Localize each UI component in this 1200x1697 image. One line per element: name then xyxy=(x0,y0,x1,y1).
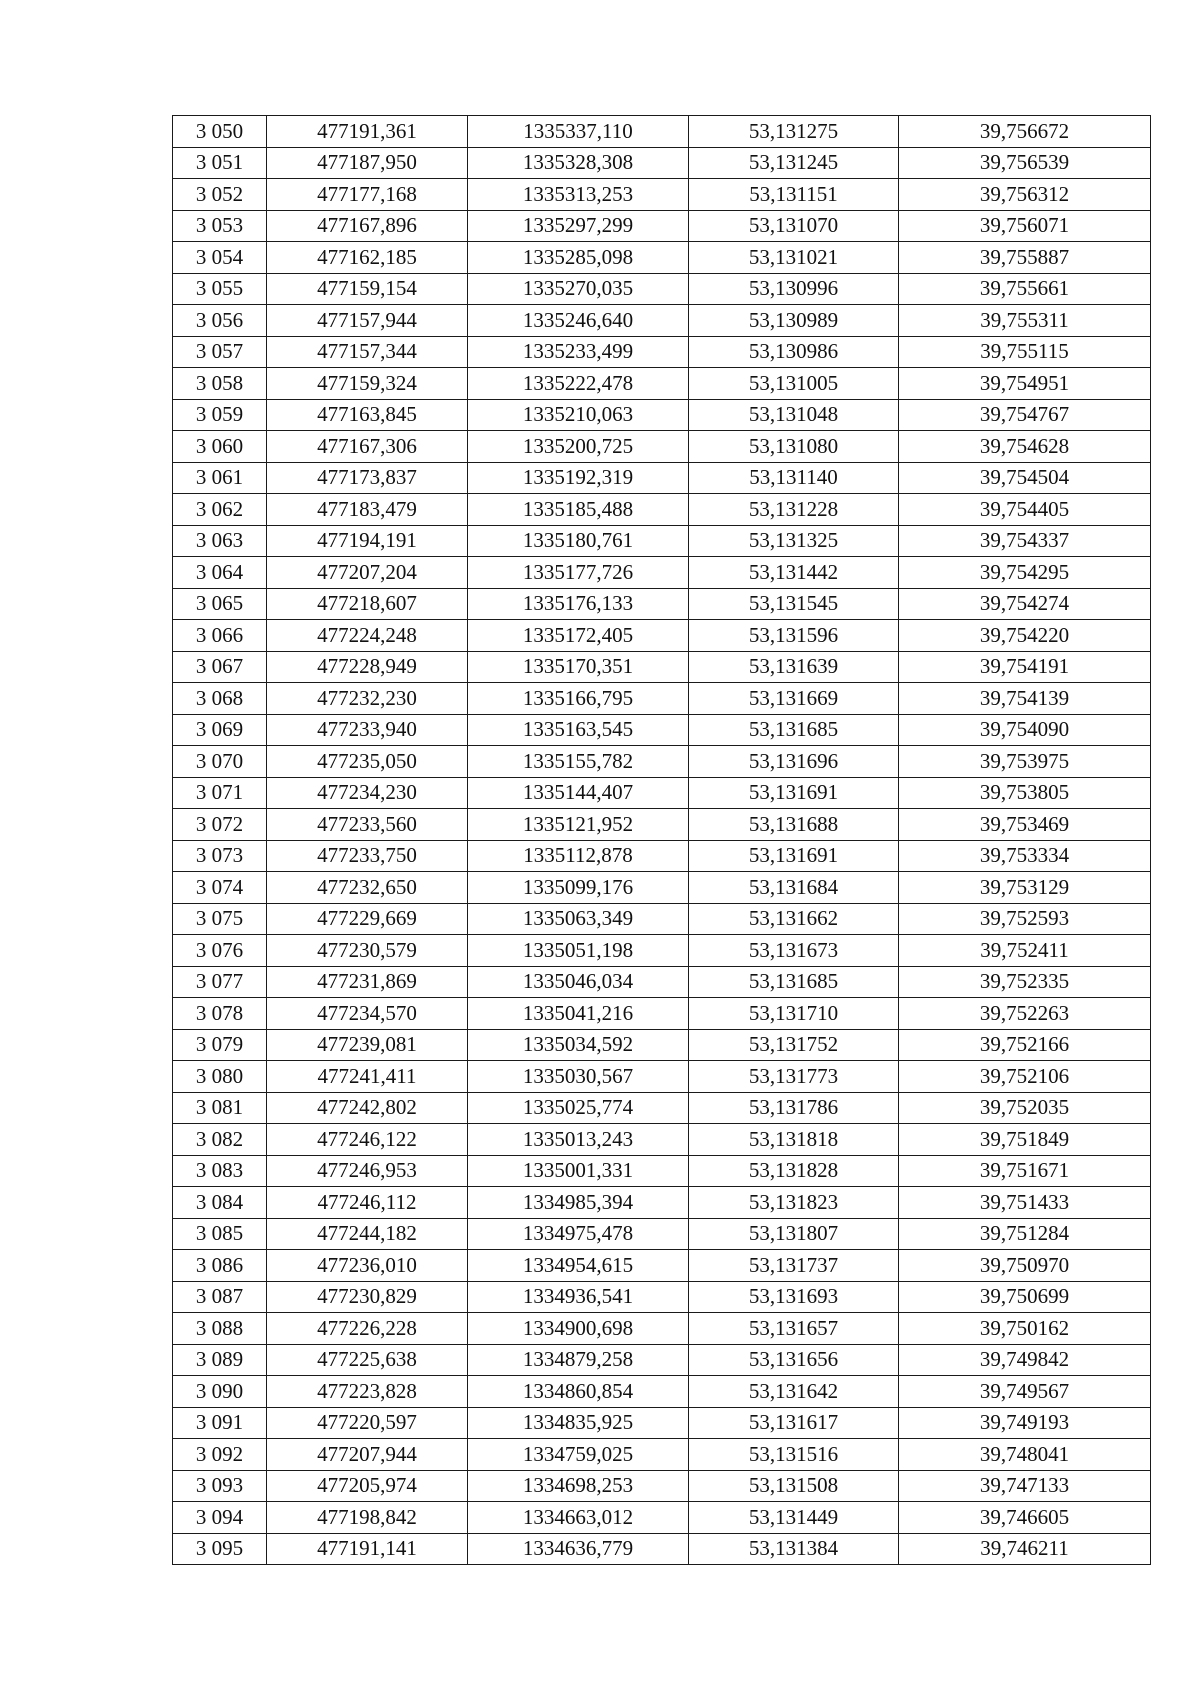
point-number-cell: 3 059 xyxy=(173,399,267,431)
x-coordinate-cell: 477223,828 xyxy=(267,1376,468,1408)
longitude-cell: 39,754767 xyxy=(899,399,1151,431)
longitude-cell: 39,746605 xyxy=(899,1502,1151,1534)
table-row xyxy=(173,494,1151,526)
point-number-cell: 3 076 xyxy=(173,935,267,967)
point-number-cell: 3 086 xyxy=(173,1250,267,1282)
longitude-cell: 39,754090 xyxy=(899,714,1151,746)
longitude-cell: 39,751433 xyxy=(899,1187,1151,1219)
table-row xyxy=(173,620,1151,652)
longitude-cell: 39,750699 xyxy=(899,1281,1151,1313)
table-row xyxy=(173,588,1151,620)
table-row xyxy=(173,525,1151,557)
latitude-cell: 53,131442 xyxy=(689,557,899,589)
longitude-cell: 39,754139 xyxy=(899,683,1151,715)
table-row xyxy=(173,998,1151,1030)
latitude-cell: 53,131684 xyxy=(689,872,899,904)
longitude-cell: 39,748041 xyxy=(899,1439,1151,1471)
longitude-cell: 39,750970 xyxy=(899,1250,1151,1282)
x-coordinate-cell: 477236,010 xyxy=(267,1250,468,1282)
longitude-cell: 39,755311 xyxy=(899,305,1151,337)
point-number-cell: 3 088 xyxy=(173,1313,267,1345)
latitude-cell: 53,131823 xyxy=(689,1187,899,1219)
point-number-cell: 3 066 xyxy=(173,620,267,652)
latitude-cell: 53,131384 xyxy=(689,1533,899,1565)
longitude-cell: 39,753129 xyxy=(899,872,1151,904)
point-number-cell: 3 081 xyxy=(173,1092,267,1124)
x-coordinate-cell: 477173,837 xyxy=(267,462,468,494)
point-number-cell: 3 052 xyxy=(173,179,267,211)
table-row xyxy=(173,1092,1151,1124)
latitude-cell: 53,131752 xyxy=(689,1029,899,1061)
point-number-cell: 3 071 xyxy=(173,777,267,809)
y-coordinate-cell: 1334663,012 xyxy=(468,1502,689,1534)
table-row xyxy=(173,1155,1151,1187)
x-coordinate-cell: 477231,869 xyxy=(267,966,468,998)
y-coordinate-cell: 1335025,774 xyxy=(468,1092,689,1124)
table-row xyxy=(173,368,1151,400)
latitude-cell: 53,131151 xyxy=(689,179,899,211)
x-coordinate-cell: 477233,560 xyxy=(267,809,468,841)
x-coordinate-cell: 477233,750 xyxy=(267,840,468,872)
longitude-cell: 39,753334 xyxy=(899,840,1151,872)
x-coordinate-cell: 477234,230 xyxy=(267,777,468,809)
x-coordinate-cell: 477205,974 xyxy=(267,1470,468,1502)
table-row xyxy=(173,147,1151,179)
coordinates-table xyxy=(172,115,1151,1565)
latitude-cell: 53,131639 xyxy=(689,651,899,683)
table-row xyxy=(173,1533,1151,1565)
point-number-cell: 3 067 xyxy=(173,651,267,683)
y-coordinate-cell: 1335170,351 xyxy=(468,651,689,683)
point-number-cell: 3 053 xyxy=(173,210,267,242)
point-number-cell: 3 084 xyxy=(173,1187,267,1219)
latitude-cell: 53,131691 xyxy=(689,777,899,809)
table-row xyxy=(173,1061,1151,1093)
point-number-cell: 3 051 xyxy=(173,147,267,179)
longitude-cell: 39,754405 xyxy=(899,494,1151,526)
x-coordinate-cell: 477232,650 xyxy=(267,872,468,904)
table-row xyxy=(173,1029,1151,1061)
table-row xyxy=(173,116,1151,148)
longitude-cell: 39,751849 xyxy=(899,1124,1151,1156)
latitude-cell: 53,131696 xyxy=(689,746,899,778)
latitude-cell: 53,131516 xyxy=(689,1439,899,1471)
x-coordinate-cell: 477167,306 xyxy=(267,431,468,463)
x-coordinate-cell: 477246,122 xyxy=(267,1124,468,1156)
y-coordinate-cell: 1335297,299 xyxy=(468,210,689,242)
y-coordinate-cell: 1334860,854 xyxy=(468,1376,689,1408)
latitude-cell: 53,131275 xyxy=(689,116,899,148)
latitude-cell: 53,131662 xyxy=(689,903,899,935)
point-number-cell: 3 055 xyxy=(173,273,267,305)
y-coordinate-cell: 1335099,176 xyxy=(468,872,689,904)
point-number-cell: 3 073 xyxy=(173,840,267,872)
y-coordinate-cell: 1335328,308 xyxy=(468,147,689,179)
y-coordinate-cell: 1335112,878 xyxy=(468,840,689,872)
x-coordinate-cell: 477157,944 xyxy=(267,305,468,337)
x-coordinate-cell: 477235,050 xyxy=(267,746,468,778)
latitude-cell: 53,131710 xyxy=(689,998,899,1030)
table-row xyxy=(173,840,1151,872)
x-coordinate-cell: 477226,228 xyxy=(267,1313,468,1345)
y-coordinate-cell: 1335051,198 xyxy=(468,935,689,967)
longitude-cell: 39,749567 xyxy=(899,1376,1151,1408)
longitude-cell: 39,755887 xyxy=(899,242,1151,274)
latitude-cell: 53,130986 xyxy=(689,336,899,368)
point-number-cell: 3 085 xyxy=(173,1218,267,1250)
longitude-cell: 39,753975 xyxy=(899,746,1151,778)
x-coordinate-cell: 477157,344 xyxy=(267,336,468,368)
x-coordinate-cell: 477187,950 xyxy=(267,147,468,179)
table-row xyxy=(173,1187,1151,1219)
table-row xyxy=(173,1124,1151,1156)
y-coordinate-cell: 1335063,349 xyxy=(468,903,689,935)
x-coordinate-cell: 477228,949 xyxy=(267,651,468,683)
x-coordinate-cell: 477220,597 xyxy=(267,1407,468,1439)
point-number-cell: 3 078 xyxy=(173,998,267,1030)
point-number-cell: 3 093 xyxy=(173,1470,267,1502)
y-coordinate-cell: 1335180,761 xyxy=(468,525,689,557)
x-coordinate-cell: 477232,230 xyxy=(267,683,468,715)
latitude-cell: 53,131673 xyxy=(689,935,899,967)
longitude-cell: 39,752106 xyxy=(899,1061,1151,1093)
y-coordinate-cell: 1334975,478 xyxy=(468,1218,689,1250)
y-coordinate-cell: 1335030,567 xyxy=(468,1061,689,1093)
y-coordinate-cell: 1334879,258 xyxy=(468,1344,689,1376)
longitude-cell: 39,746211 xyxy=(899,1533,1151,1565)
point-number-cell: 3 065 xyxy=(173,588,267,620)
point-number-cell: 3 080 xyxy=(173,1061,267,1093)
latitude-cell: 53,131617 xyxy=(689,1407,899,1439)
point-number-cell: 3 068 xyxy=(173,683,267,715)
x-coordinate-cell: 477191,361 xyxy=(267,116,468,148)
table-row xyxy=(173,1407,1151,1439)
latitude-cell: 53,131807 xyxy=(689,1218,899,1250)
longitude-cell: 39,753469 xyxy=(899,809,1151,841)
y-coordinate-cell: 1335163,545 xyxy=(468,714,689,746)
x-coordinate-cell: 477177,168 xyxy=(267,179,468,211)
y-coordinate-cell: 1335270,035 xyxy=(468,273,689,305)
x-coordinate-cell: 477244,182 xyxy=(267,1218,468,1250)
longitude-cell: 39,754951 xyxy=(899,368,1151,400)
point-number-cell: 3 056 xyxy=(173,305,267,337)
point-number-cell: 3 072 xyxy=(173,809,267,841)
y-coordinate-cell: 1335176,133 xyxy=(468,588,689,620)
x-coordinate-cell: 477229,669 xyxy=(267,903,468,935)
longitude-cell: 39,756539 xyxy=(899,147,1151,179)
latitude-cell: 53,131070 xyxy=(689,210,899,242)
table-row xyxy=(173,1470,1151,1502)
table-row xyxy=(173,1439,1151,1471)
longitude-cell: 39,756312 xyxy=(899,179,1151,211)
point-number-cell: 3 057 xyxy=(173,336,267,368)
x-coordinate-cell: 477159,154 xyxy=(267,273,468,305)
longitude-cell: 39,754274 xyxy=(899,588,1151,620)
point-number-cell: 3 074 xyxy=(173,872,267,904)
y-coordinate-cell: 1335222,478 xyxy=(468,368,689,400)
y-coordinate-cell: 1334759,025 xyxy=(468,1439,689,1471)
point-number-cell: 3 092 xyxy=(173,1439,267,1471)
x-coordinate-cell: 477230,829 xyxy=(267,1281,468,1313)
point-number-cell: 3 063 xyxy=(173,525,267,557)
point-number-cell: 3 058 xyxy=(173,368,267,400)
y-coordinate-cell: 1334698,253 xyxy=(468,1470,689,1502)
x-coordinate-cell: 477224,248 xyxy=(267,620,468,652)
point-number-cell: 3 054 xyxy=(173,242,267,274)
x-coordinate-cell: 477233,940 xyxy=(267,714,468,746)
latitude-cell: 53,131228 xyxy=(689,494,899,526)
latitude-cell: 53,130996 xyxy=(689,273,899,305)
table-row xyxy=(173,1502,1151,1534)
table-row xyxy=(173,966,1151,998)
table-row xyxy=(173,305,1151,337)
x-coordinate-cell: 477162,185 xyxy=(267,242,468,274)
table-row xyxy=(173,935,1151,967)
table-row xyxy=(173,809,1151,841)
longitude-cell: 39,752263 xyxy=(899,998,1151,1030)
x-coordinate-cell: 477246,112 xyxy=(267,1187,468,1219)
table-row xyxy=(173,462,1151,494)
x-coordinate-cell: 477225,638 xyxy=(267,1344,468,1376)
latitude-cell: 53,131685 xyxy=(689,714,899,746)
longitude-cell: 39,753805 xyxy=(899,777,1151,809)
y-coordinate-cell: 1335041,216 xyxy=(468,998,689,1030)
table-row xyxy=(173,1313,1151,1345)
longitude-cell: 39,755661 xyxy=(899,273,1151,305)
y-coordinate-cell: 1335210,063 xyxy=(468,399,689,431)
x-coordinate-cell: 477207,204 xyxy=(267,557,468,589)
y-coordinate-cell: 1335246,640 xyxy=(468,305,689,337)
longitude-cell: 39,749842 xyxy=(899,1344,1151,1376)
table-row xyxy=(173,431,1151,463)
point-number-cell: 3 062 xyxy=(173,494,267,526)
x-coordinate-cell: 477234,570 xyxy=(267,998,468,1030)
point-number-cell: 3 083 xyxy=(173,1155,267,1187)
y-coordinate-cell: 1335121,952 xyxy=(468,809,689,841)
x-coordinate-cell: 477242,802 xyxy=(267,1092,468,1124)
y-coordinate-cell: 1334985,394 xyxy=(468,1187,689,1219)
x-coordinate-cell: 477241,411 xyxy=(267,1061,468,1093)
latitude-cell: 53,131545 xyxy=(689,588,899,620)
point-number-cell: 3 060 xyxy=(173,431,267,463)
latitude-cell: 53,131508 xyxy=(689,1470,899,1502)
x-coordinate-cell: 477183,479 xyxy=(267,494,468,526)
y-coordinate-cell: 1335313,253 xyxy=(468,179,689,211)
x-coordinate-cell: 477159,324 xyxy=(267,368,468,400)
y-coordinate-cell: 1335166,795 xyxy=(468,683,689,715)
table-row xyxy=(173,651,1151,683)
latitude-cell: 53,131669 xyxy=(689,683,899,715)
y-coordinate-cell: 1335172,405 xyxy=(468,620,689,652)
table-row xyxy=(173,777,1151,809)
longitude-cell: 39,754337 xyxy=(899,525,1151,557)
x-coordinate-cell: 477198,842 xyxy=(267,1502,468,1534)
y-coordinate-cell: 1335144,407 xyxy=(468,777,689,809)
y-coordinate-cell: 1335337,110 xyxy=(468,116,689,148)
longitude-cell: 39,754295 xyxy=(899,557,1151,589)
latitude-cell: 53,130989 xyxy=(689,305,899,337)
longitude-cell: 39,747133 xyxy=(899,1470,1151,1502)
y-coordinate-cell: 1334835,925 xyxy=(468,1407,689,1439)
latitude-cell: 53,131828 xyxy=(689,1155,899,1187)
table-row xyxy=(173,242,1151,274)
y-coordinate-cell: 1335177,726 xyxy=(468,557,689,589)
latitude-cell: 53,131005 xyxy=(689,368,899,400)
table-row xyxy=(173,1376,1151,1408)
point-number-cell: 3 094 xyxy=(173,1502,267,1534)
y-coordinate-cell: 1335046,034 xyxy=(468,966,689,998)
longitude-cell: 39,754628 xyxy=(899,431,1151,463)
latitude-cell: 53,131786 xyxy=(689,1092,899,1124)
point-number-cell: 3 075 xyxy=(173,903,267,935)
x-coordinate-cell: 477207,944 xyxy=(267,1439,468,1471)
x-coordinate-cell: 477163,845 xyxy=(267,399,468,431)
y-coordinate-cell: 1335034,592 xyxy=(468,1029,689,1061)
y-coordinate-cell: 1335013,243 xyxy=(468,1124,689,1156)
longitude-cell: 39,754191 xyxy=(899,651,1151,683)
table-row xyxy=(173,557,1151,589)
latitude-cell: 53,131325 xyxy=(689,525,899,557)
longitude-cell: 39,756672 xyxy=(899,116,1151,148)
latitude-cell: 53,131140 xyxy=(689,462,899,494)
longitude-cell: 39,751284 xyxy=(899,1218,1151,1250)
point-number-cell: 3 079 xyxy=(173,1029,267,1061)
y-coordinate-cell: 1334636,779 xyxy=(468,1533,689,1565)
table-row xyxy=(173,903,1151,935)
latitude-cell: 53,131737 xyxy=(689,1250,899,1282)
x-coordinate-cell: 477246,953 xyxy=(267,1155,468,1187)
longitude-cell: 39,754504 xyxy=(899,462,1151,494)
longitude-cell: 39,752335 xyxy=(899,966,1151,998)
longitude-cell: 39,755115 xyxy=(899,336,1151,368)
point-number-cell: 3 082 xyxy=(173,1124,267,1156)
point-number-cell: 3 061 xyxy=(173,462,267,494)
y-coordinate-cell: 1335285,098 xyxy=(468,242,689,274)
table-row xyxy=(173,872,1151,904)
y-coordinate-cell: 1335185,488 xyxy=(468,494,689,526)
latitude-cell: 53,131656 xyxy=(689,1344,899,1376)
y-coordinate-cell: 1335233,499 xyxy=(468,336,689,368)
y-coordinate-cell: 1335001,331 xyxy=(468,1155,689,1187)
table-row xyxy=(173,1218,1151,1250)
point-number-cell: 3 077 xyxy=(173,966,267,998)
longitude-cell: 39,752593 xyxy=(899,903,1151,935)
point-number-cell: 3 089 xyxy=(173,1344,267,1376)
longitude-cell: 39,752035 xyxy=(899,1092,1151,1124)
x-coordinate-cell: 477191,141 xyxy=(267,1533,468,1565)
latitude-cell: 53,131693 xyxy=(689,1281,899,1313)
longitude-cell: 39,751671 xyxy=(899,1155,1151,1187)
latitude-cell: 53,131021 xyxy=(689,242,899,274)
x-coordinate-cell: 477230,579 xyxy=(267,935,468,967)
table-row xyxy=(173,399,1151,431)
latitude-cell: 53,131048 xyxy=(689,399,899,431)
table-row xyxy=(173,273,1151,305)
longitude-cell: 39,750162 xyxy=(899,1313,1151,1345)
longitude-cell: 39,754220 xyxy=(899,620,1151,652)
longitude-cell: 39,752411 xyxy=(899,935,1151,967)
latitude-cell: 53,131080 xyxy=(689,431,899,463)
point-number-cell: 3 095 xyxy=(173,1533,267,1565)
table-row xyxy=(173,714,1151,746)
latitude-cell: 53,131691 xyxy=(689,840,899,872)
x-coordinate-cell: 477194,191 xyxy=(267,525,468,557)
longitude-cell: 39,756071 xyxy=(899,210,1151,242)
table-row xyxy=(173,1250,1151,1282)
point-number-cell: 3 091 xyxy=(173,1407,267,1439)
y-coordinate-cell: 1335200,725 xyxy=(468,431,689,463)
x-coordinate-cell: 477239,081 xyxy=(267,1029,468,1061)
table-row xyxy=(173,746,1151,778)
point-number-cell: 3 069 xyxy=(173,714,267,746)
latitude-cell: 53,131818 xyxy=(689,1124,899,1156)
latitude-cell: 53,131688 xyxy=(689,809,899,841)
latitude-cell: 53,131685 xyxy=(689,966,899,998)
y-coordinate-cell: 1334954,615 xyxy=(468,1250,689,1282)
y-coordinate-cell: 1335192,319 xyxy=(468,462,689,494)
latitude-cell: 53,131596 xyxy=(689,620,899,652)
latitude-cell: 53,131642 xyxy=(689,1376,899,1408)
longitude-cell: 39,749193 xyxy=(899,1407,1151,1439)
latitude-cell: 53,131449 xyxy=(689,1502,899,1534)
point-number-cell: 3 087 xyxy=(173,1281,267,1313)
y-coordinate-cell: 1335155,782 xyxy=(468,746,689,778)
coordinates-table-body xyxy=(173,116,1151,1565)
y-coordinate-cell: 1334936,541 xyxy=(468,1281,689,1313)
table-row xyxy=(173,1281,1151,1313)
table-row xyxy=(173,210,1151,242)
y-coordinate-cell: 1334900,698 xyxy=(468,1313,689,1345)
latitude-cell: 53,131773 xyxy=(689,1061,899,1093)
table-row xyxy=(173,683,1151,715)
table-row xyxy=(173,1344,1151,1376)
x-coordinate-cell: 477167,896 xyxy=(267,210,468,242)
table-row xyxy=(173,179,1151,211)
latitude-cell: 53,131657 xyxy=(689,1313,899,1345)
point-number-cell: 3 064 xyxy=(173,557,267,589)
point-number-cell: 3 050 xyxy=(173,116,267,148)
point-number-cell: 3 070 xyxy=(173,746,267,778)
point-number-cell: 3 090 xyxy=(173,1376,267,1408)
x-coordinate-cell: 477218,607 xyxy=(267,588,468,620)
latitude-cell: 53,131245 xyxy=(689,147,899,179)
table-row xyxy=(173,336,1151,368)
longitude-cell: 39,752166 xyxy=(899,1029,1151,1061)
